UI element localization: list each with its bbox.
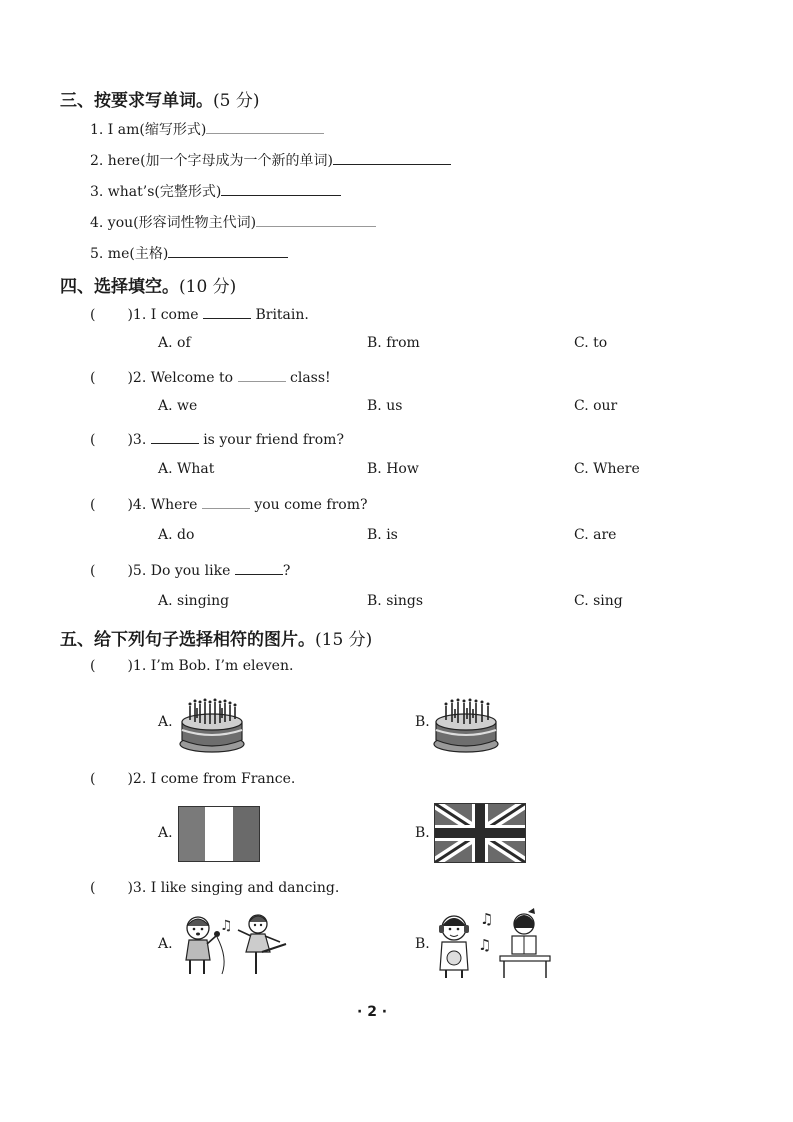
option-c[interactable]: C. Where [574,461,640,477]
question-stem-after: is your friend from? [203,432,344,448]
music-note-icon: ♫ [478,936,492,954]
option-c[interactable]: C. to [574,335,608,351]
france-flag-icon[interactable] [178,806,260,862]
birthday-cake-icon[interactable] [176,692,248,754]
answer-blank[interactable] [206,119,324,134]
picture-option-a-label[interactable]: A. [158,825,173,841]
s5-question-1 [90,658,293,674]
reading-children-icon[interactable] [432,908,554,980]
fill-blank [203,304,251,319]
question-stem-after: ? [282,563,291,579]
answer-blank[interactable] [256,212,376,227]
answer-paren[interactable]: ( [90,563,96,579]
question-stem-after: Britain. [255,307,309,323]
answer-paren[interactable]: ( [90,658,96,674]
question-stem: )4. Where [127,497,198,513]
s4-question-1 [90,304,309,323]
option-a[interactable]: A. do [158,527,195,543]
s3-item-text: 3. what’s(完整形式) [90,184,222,200]
fill-blank [238,367,286,382]
s4-question-3 [90,429,344,448]
question-stem: )2. Welcome to [127,370,234,386]
section-4-points: (10 分) [179,277,237,297]
option-c[interactable]: C. sing [574,593,623,609]
section-5-title: 五、给下列句子选择相符的图片。 [60,630,315,650]
section-5-points: (15 分) [315,630,373,650]
answer-paren[interactable]: ( [90,370,96,386]
fill-blank [235,560,283,575]
s5-question-3 [90,880,339,896]
page-number: · 2 · [357,1004,388,1020]
picture-option-b-label[interactable]: B. [415,714,430,730]
answer-paren[interactable]: ( [90,771,96,787]
section-3-title: 三、按要求写单词。 [60,91,213,111]
section-5-heading [60,625,372,650]
option-b[interactable]: B. from [367,335,420,351]
picture-option-a-label[interactable]: A. [158,936,173,952]
section-4-heading [60,272,236,297]
picture-option-b-label[interactable]: B. [415,825,430,841]
option-a[interactable]: A. singing [158,593,230,609]
music-note-icon: ♫ [480,910,494,928]
question-stem: )1. I come [127,307,199,323]
s4-question-5 [90,560,290,579]
question-stem: )2. I come from France. [127,771,296,787]
section-3-points: (5 分) [213,91,260,111]
s4-question-2 [90,367,331,386]
question-stem: )1. I’m Bob. I’m eleven. [127,658,294,674]
answer-paren[interactable]: ( [90,432,96,448]
option-a[interactable]: A. What [158,461,215,477]
svg-text:♫: ♫ [220,918,233,934]
question-stem-after: you come from? [254,497,368,513]
s3-item-text: 2. here(加一个字母成为一个新的单词) [90,153,334,169]
option-b[interactable]: B. How [367,461,419,477]
section-4-title: 四、选择填空。 [60,277,179,297]
option-a[interactable]: A. of [158,335,191,351]
s3-item-1 [90,119,324,139]
option-b[interactable]: B. sings [367,593,424,609]
picture-option-a-label[interactable]: A. [158,714,173,730]
question-stem: )3. [127,432,147,448]
question-stem: )5. Do you like [127,563,231,579]
question-stem-after: class! [290,370,331,386]
s3-item-5 [90,243,288,263]
answer-paren[interactable]: ( [90,497,96,513]
option-c[interactable]: C. are [574,527,617,543]
s3-item-3 [90,181,341,201]
s3-item-text: 1. I am(缩写形式) [90,122,207,138]
singing-dancing-children-icon[interactable] [176,908,298,980]
answer-paren[interactable]: ( [90,307,96,323]
s4-question-4 [90,494,368,513]
answer-paren[interactable]: ( [90,880,96,896]
s3-item-text: 5. me(主格) [90,246,169,262]
option-b[interactable]: B. is [367,527,398,543]
answer-blank[interactable] [221,181,341,196]
fill-blank [202,494,250,509]
picture-option-b-label[interactable]: B. [415,936,430,952]
s5-question-2 [90,771,295,787]
s3-item-text: 4. you(形容词性物主代词) [90,215,257,231]
option-a[interactable]: A. we [158,398,198,414]
fill-blank [151,429,199,444]
question-stem: )3. I like singing and dancing. [127,880,340,896]
answer-blank[interactable] [333,150,451,165]
s3-item-4 [90,212,376,232]
birthday-cake-icon[interactable] [430,692,502,754]
section-3-heading [60,86,259,111]
answer-blank[interactable] [168,243,288,258]
s3-item-2 [90,150,451,170]
uk-flag-icon[interactable] [434,803,526,863]
option-c[interactable]: C. our [574,398,618,414]
option-b[interactable]: B. us [367,398,403,414]
